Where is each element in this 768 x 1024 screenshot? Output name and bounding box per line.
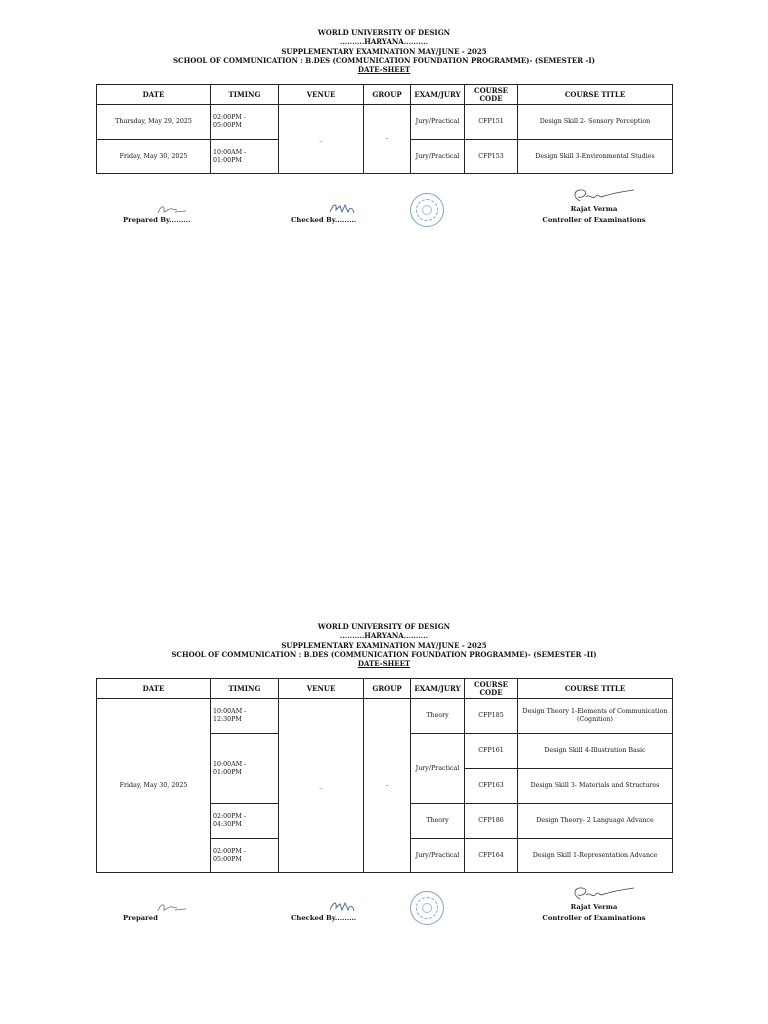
cell-timing: 10:00AM - 01:00PM — [211, 734, 279, 804]
signatory-role: Controller of Examinations — [542, 216, 646, 224]
cell-course-code: CFP164 — [465, 839, 518, 873]
cell-exam-type: Jury/Practical — [411, 140, 465, 174]
cell-timing: 02:00PM - 05:00PM — [211, 105, 279, 140]
signatory-name: Rajat Verma — [570, 205, 618, 213]
cell-exam-type: Jury/Practical — [411, 734, 465, 804]
cell-group: - — [364, 699, 411, 873]
sheet-header — [0, 28, 768, 74]
signatory-role: Controller of Examinations — [542, 914, 646, 922]
exam-schedule-table — [96, 678, 673, 873]
col-course-title: COURSE TITLE — [518, 679, 673, 699]
university-seal — [410, 193, 444, 227]
col-venue: VENUE — [279, 679, 364, 699]
col-timing: TIMING — [211, 679, 279, 699]
cell-course-code: CFP151 — [465, 105, 518, 140]
col-exam-jury: EXAM/JURY — [411, 679, 465, 699]
cell-exam-type: Jury/Practical — [411, 839, 465, 873]
cell-timing: 02:00PM - 05:00PM — [211, 839, 279, 873]
university-location: ..........HARYANA.......... — [339, 37, 429, 47]
date-sheet-semester-2 — [0, 594, 768, 934]
controller-signature — [570, 885, 638, 903]
cell-course-title: Design Skill 1-Representation Advance — [518, 839, 673, 873]
date-sheet-semester-1 — [0, 0, 768, 300]
cell-course-title: Design Theory 1-Elements of Communication (Cognition) — [518, 699, 673, 734]
sheet-header — [0, 622, 768, 668]
col-group: GROUP — [364, 85, 411, 105]
sheet-title: DATE-SHEET — [357, 659, 411, 669]
university-name: WORLD UNIVERSITY OF DESIGN — [317, 28, 451, 37]
school-programme: SCHOOL OF COMMUNICATION : B.DES (COMMUNICATION FOUNDATION PROGRAMME)- (SEMESTER -II) — [171, 649, 597, 659]
cell-course-title: Design Skill 3-Environmental Studies — [518, 140, 673, 174]
table-row — [97, 699, 673, 734]
university-name: WORLD UNIVERSITY OF DESIGN — [317, 622, 451, 631]
cell-venue: _ — [279, 699, 364, 873]
cell-course-title: Design Skill 3- Materials and Structures — [518, 769, 673, 804]
col-venue: VENUE — [279, 85, 364, 105]
prepared-signature — [155, 203, 189, 217]
cell-course-title: Design Skill 2- Sensory Perception — [518, 105, 673, 140]
col-course-code: COURSE CODE — [465, 679, 518, 699]
university-seal — [410, 891, 444, 925]
cell-timing: 02:00PM - 04:30PM — [211, 804, 279, 839]
cell-exam-type: Theory — [411, 699, 465, 734]
exam-title: SUPPLEMENTARY EXAMINATION MAY/JUNE - 2025 — [281, 46, 487, 56]
table-header-row — [97, 679, 673, 699]
cell-date: Friday, May 30, 2025 — [97, 699, 211, 873]
sheet-title: DATE-SHEET — [357, 65, 411, 75]
cell-timing: 10:00AM - 01:00PM — [211, 140, 279, 174]
cell-course-code: CFP153 — [465, 140, 518, 174]
cell-course-code: CFP163 — [465, 769, 518, 804]
col-timing: TIMING — [211, 85, 279, 105]
cell-exam-type: Jury/Practical — [411, 105, 465, 140]
col-course-title: COURSE TITLE — [518, 85, 673, 105]
prepared-signature — [155, 901, 189, 915]
cell-group: - — [364, 105, 411, 174]
prepared-by-label: Prepared — [123, 914, 158, 922]
cell-date: Thursday, May 29, 2025 — [97, 105, 211, 140]
cell-course-title: Design Theory- 2 Language Advance — [518, 804, 673, 839]
cell-timing: 10:00AM - 12:30PM — [211, 699, 279, 734]
table-header-row — [97, 85, 673, 105]
school-programme: SCHOOL OF COMMUNICATION : B.DES (COMMUNICATION FOUNDATION PROGRAMME)- (SEMESTER -I) — [173, 55, 595, 65]
table-row — [97, 105, 673, 140]
cell-course-title: Design Skill 4-Illustration Basic — [518, 734, 673, 769]
signatory-name: Rajat Verma — [570, 903, 618, 911]
controller-signature — [570, 187, 638, 205]
checked-by-label: Checked By......... — [291, 914, 357, 922]
cell-exam-type: Theory — [411, 804, 465, 839]
col-exam-jury: EXAM/JURY — [411, 85, 465, 105]
col-group: GROUP — [364, 679, 411, 699]
university-location: ..........HARYANA.......... — [339, 631, 429, 641]
col-date: DATE — [97, 679, 211, 699]
cell-course-code: CFP161 — [465, 734, 518, 769]
cell-date: Friday, May 30, 2025 — [97, 140, 211, 174]
exam-schedule-table — [96, 84, 673, 174]
cell-venue: _ — [279, 105, 364, 174]
col-course-code: COURSE CODE — [465, 85, 518, 105]
exam-title: SUPPLEMENTARY EXAMINATION MAY/JUNE - 2025 — [281, 640, 487, 650]
cell-course-code: CFP185 — [465, 699, 518, 734]
checked-by-label: Checked By......... — [291, 216, 357, 224]
cell-course-code: CFP186 — [465, 804, 518, 839]
col-date: DATE — [97, 85, 211, 105]
prepared-by-label: Prepared By......... — [123, 216, 191, 224]
